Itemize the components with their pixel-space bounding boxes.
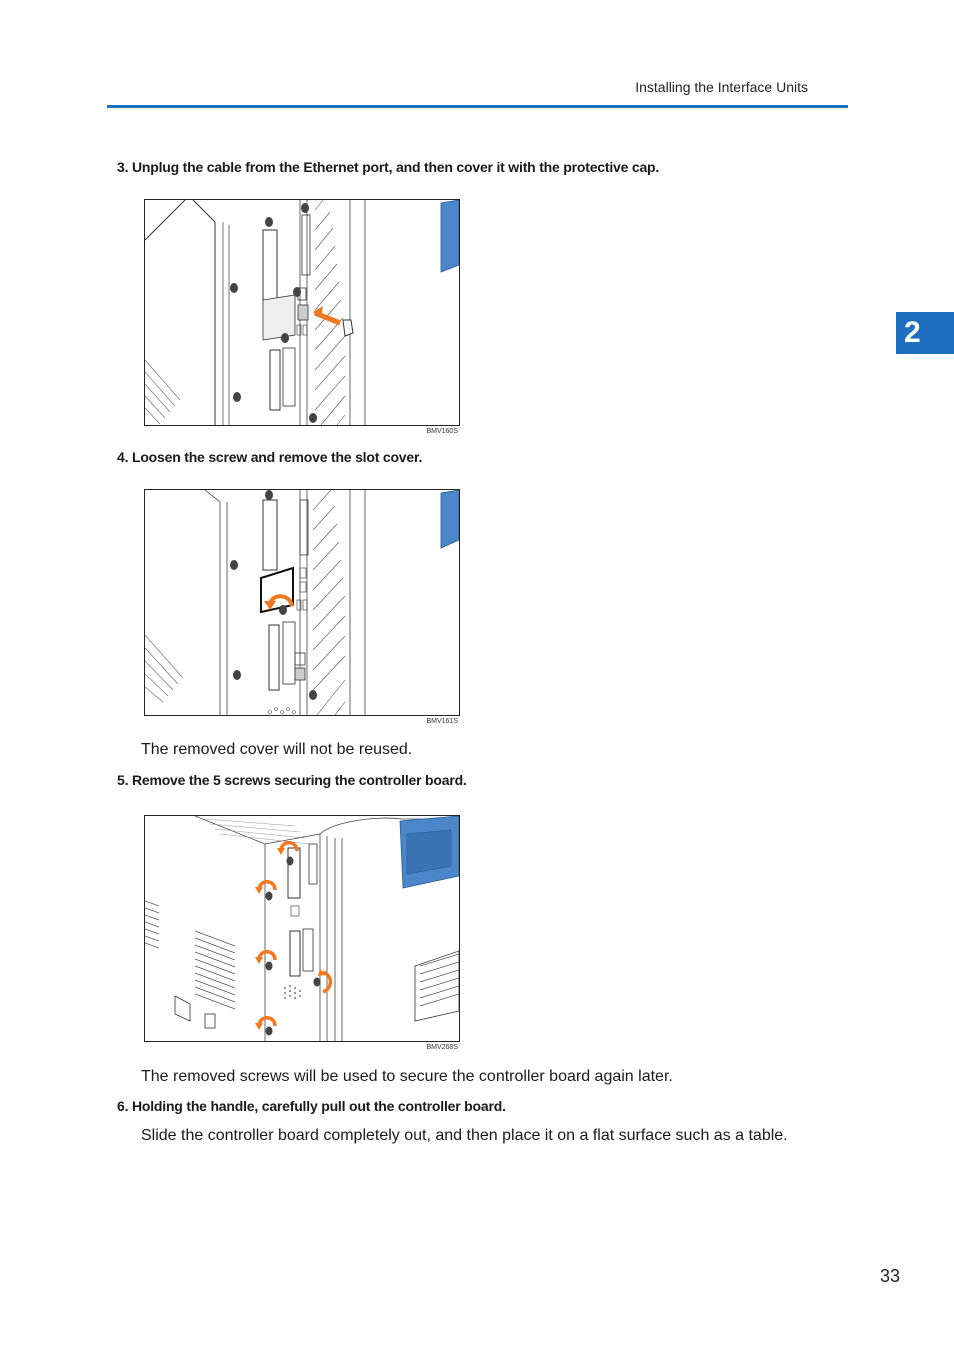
- step-3-heading: 3. Unplug the cable from the Ethernet port, and then cover it with the protective cap.: [117, 159, 660, 175]
- figure-controller-screws: [144, 815, 460, 1042]
- page-number: 33: [879, 1266, 900, 1286]
- chapter-tab: 2: [896, 312, 954, 354]
- figure-ethernet-cap: [144, 199, 460, 426]
- figure-code: BMV268S: [426, 1044, 458, 1051]
- step-4-note: The removed cover will not be reused.: [141, 741, 413, 758]
- figure-slot-cover: [144, 489, 460, 716]
- step-5-heading: 5. Remove the 5 screws securing the controller board.: [117, 772, 467, 788]
- step-4-heading: 4. Loosen the screw and remove the slot cover.: [117, 449, 423, 465]
- figure-code: BMV161S: [426, 718, 458, 725]
- figure-code: BMV160S: [426, 428, 458, 435]
- step-5-note: The removed screws will be used to secure the controller board again later.: [141, 1068, 673, 1085]
- header-rule: [107, 105, 848, 108]
- step-6-note: Slide the controller board completely out, and then place it on a flat surface such as a table.: [141, 1127, 788, 1144]
- step-6-heading: 6. Holding the handle, carefully pull out the controller board.: [117, 1098, 506, 1114]
- running-header: Installing the Interface Units: [635, 79, 808, 95]
